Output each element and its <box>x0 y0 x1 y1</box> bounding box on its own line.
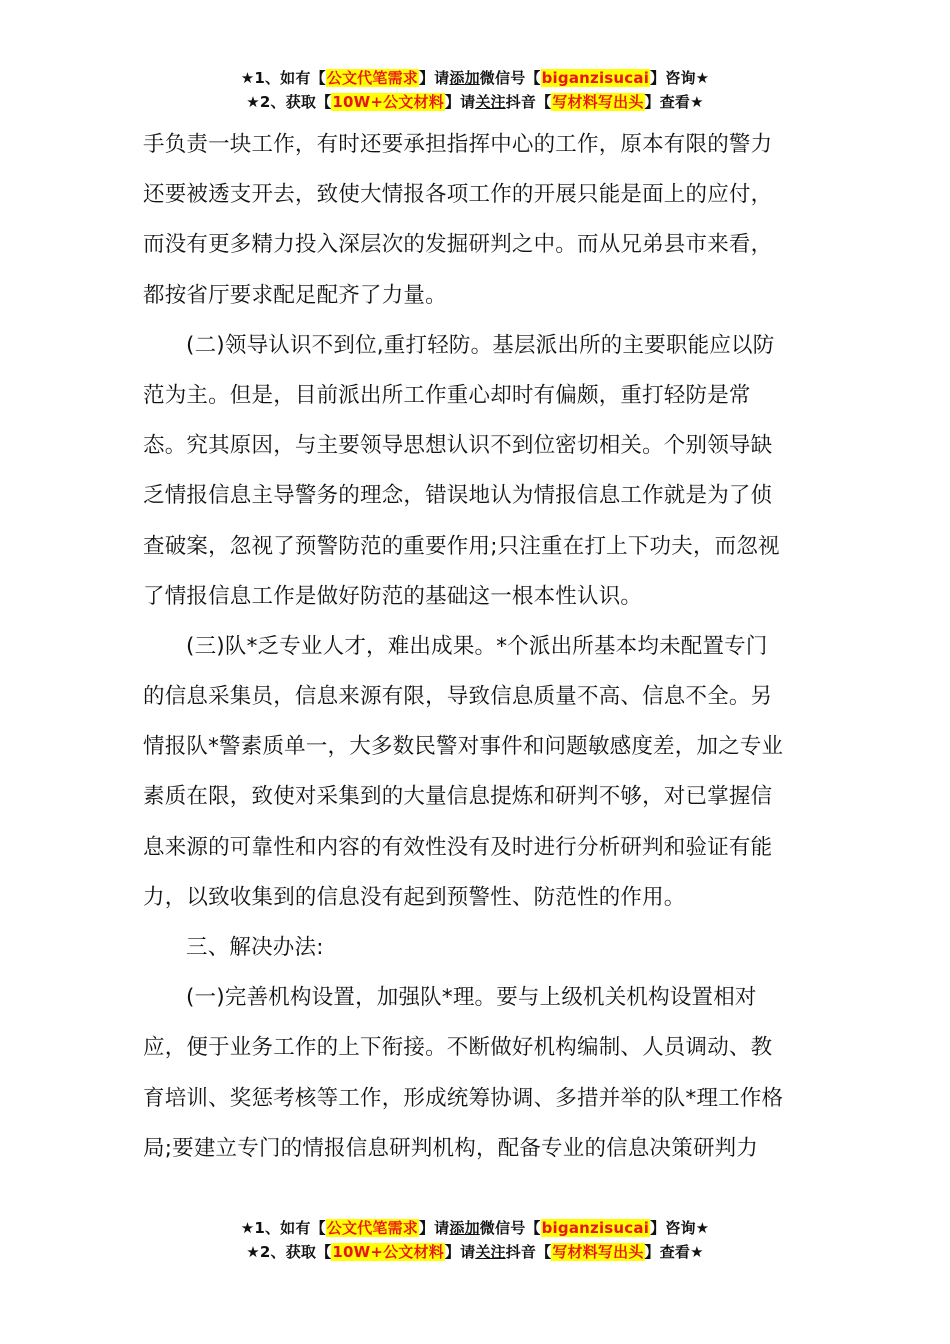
promo-text: 微信号【 <box>479 69 541 87</box>
promo-prefix: ★1、如有【 <box>240 69 326 87</box>
promo-highlight: 10W+公文材料 <box>332 1243 444 1261</box>
promo-prefix: ★2、获取【 <box>246 1243 332 1261</box>
text-line: 还要被透支开去，致使大情报各项工作的开展只能是面上的应付， <box>143 182 773 208</box>
promo-highlight: 公文代笔需求 <box>326 1219 418 1237</box>
promo-text: 微信号【 <box>479 1219 541 1237</box>
text-line: 手负责一块工作，有时还要承担指挥中心的工作，原本有限的警力 <box>143 132 773 157</box>
promo-underlined: 关注 <box>475 1243 506 1261</box>
promo-underlined: 关注 <box>475 93 506 111</box>
paragraph-organization <box>143 973 807 1174</box>
promo-text: 】请 <box>418 1219 450 1237</box>
promo-suffix: 】查看★ <box>644 93 704 111</box>
promo-suffix: 】咨询★ <box>650 1219 710 1237</box>
promo-banner-top <box>0 66 950 114</box>
text-line: (二)领导认识不到位,重打轻防。基层派出所的主要职能应以防 <box>186 332 775 358</box>
text-line: (三)队*乏专业人才，难出成果。*个派出所基本均未配置专门 <box>186 633 768 659</box>
promo-highlight: 公文代笔需求 <box>326 69 418 87</box>
text-line: 乏情报信息主导警务的理念，错误地认为情报信息工作就是为了侦 <box>143 483 773 509</box>
heading-line: 三、解决办法: <box>186 935 324 960</box>
promo-line-1 <box>0 1216 950 1240</box>
paragraph-continuation <box>143 120 807 321</box>
text-line: 查破案，忽视了预警防范的重要作用;只注重在打上下功夫，而忽视 <box>143 533 780 559</box>
text-line: 应，便于业务工作的上下衔接。不断做好机构编制、人员调动、教 <box>143 1035 773 1061</box>
paragraph-leadership <box>143 321 807 622</box>
promo-prefix: ★2、获取【 <box>246 93 332 111</box>
promo-line-1 <box>0 66 950 90</box>
promo-highlight: biganzisucai <box>541 69 650 87</box>
promo-underlined: 添加 <box>449 69 480 87</box>
promo-line-2 <box>0 1240 950 1264</box>
promo-prefix: ★1、如有【 <box>240 1219 326 1237</box>
text-line: 情报队*警素质单一，大多数民警对事件和问题敏感度差，加之专业 <box>143 734 784 760</box>
paragraph-talent <box>143 622 807 923</box>
promo-suffix: 】查看★ <box>644 1243 704 1261</box>
text-line: 了情报信息工作是做好防范的基础这一根本性认识。 <box>143 583 643 609</box>
section-heading <box>143 923 807 973</box>
promo-highlight: 写材料写出头 <box>552 93 644 111</box>
promo-text: 抖音【 <box>505 93 552 111</box>
promo-suffix: 】咨询★ <box>650 69 710 87</box>
text-line: 的信息采集员，信息来源有限，导致信息质量不高、信息不全。另 <box>143 684 773 710</box>
promo-line-2 <box>0 90 950 114</box>
promo-underlined: 添加 <box>449 1219 480 1237</box>
text-line: 力，以致收集到的信息没有起到预警性、防范性的作用。 <box>143 884 686 910</box>
text-line: 而没有更多精力投入深层次的发掘研判之中。而从兄弟县市来看， <box>143 232 773 258</box>
promo-text: 】请 <box>444 93 476 111</box>
promo-text: 】请 <box>418 69 450 87</box>
text-line: 态。究其原因，与主要领导思想认识不到位密切相关。个别领导缺 <box>143 433 773 459</box>
document-body <box>143 120 807 1174</box>
text-line: (一)完善机构设置，加强队*理。要与上级机关机构设置相对 <box>186 985 757 1011</box>
text-line: 范为主。但是，目前派出所工作重心却时有偏颇，重打轻防是常 <box>143 382 751 408</box>
text-line: 息来源的可靠性和内容的有效性没有及时进行分析研判和验证有能 <box>143 834 773 860</box>
promo-highlight: 写材料写出头 <box>552 1243 644 1261</box>
promo-highlight: 10W+公文材料 <box>332 93 444 111</box>
promo-highlight: biganzisucai <box>541 1219 650 1237</box>
text-line: 都按省厅要求配足配齐了力量。 <box>143 282 447 308</box>
promo-text: 抖音【 <box>505 1243 552 1261</box>
text-line: 素质在限，致使对采集到的大量信息提炼和研判不够，对已掌握信 <box>143 784 773 810</box>
promo-text: 】请 <box>444 1243 476 1261</box>
promo-banner-bottom <box>0 1216 950 1264</box>
text-line: 局;要建立专门的情报信息研判机构，配备专业的信息决策研判力 <box>143 1135 759 1161</box>
text-line: 育培训、奖惩考核等工作，形成统筹协调、多措并举的队*理工作格 <box>143 1085 784 1111</box>
